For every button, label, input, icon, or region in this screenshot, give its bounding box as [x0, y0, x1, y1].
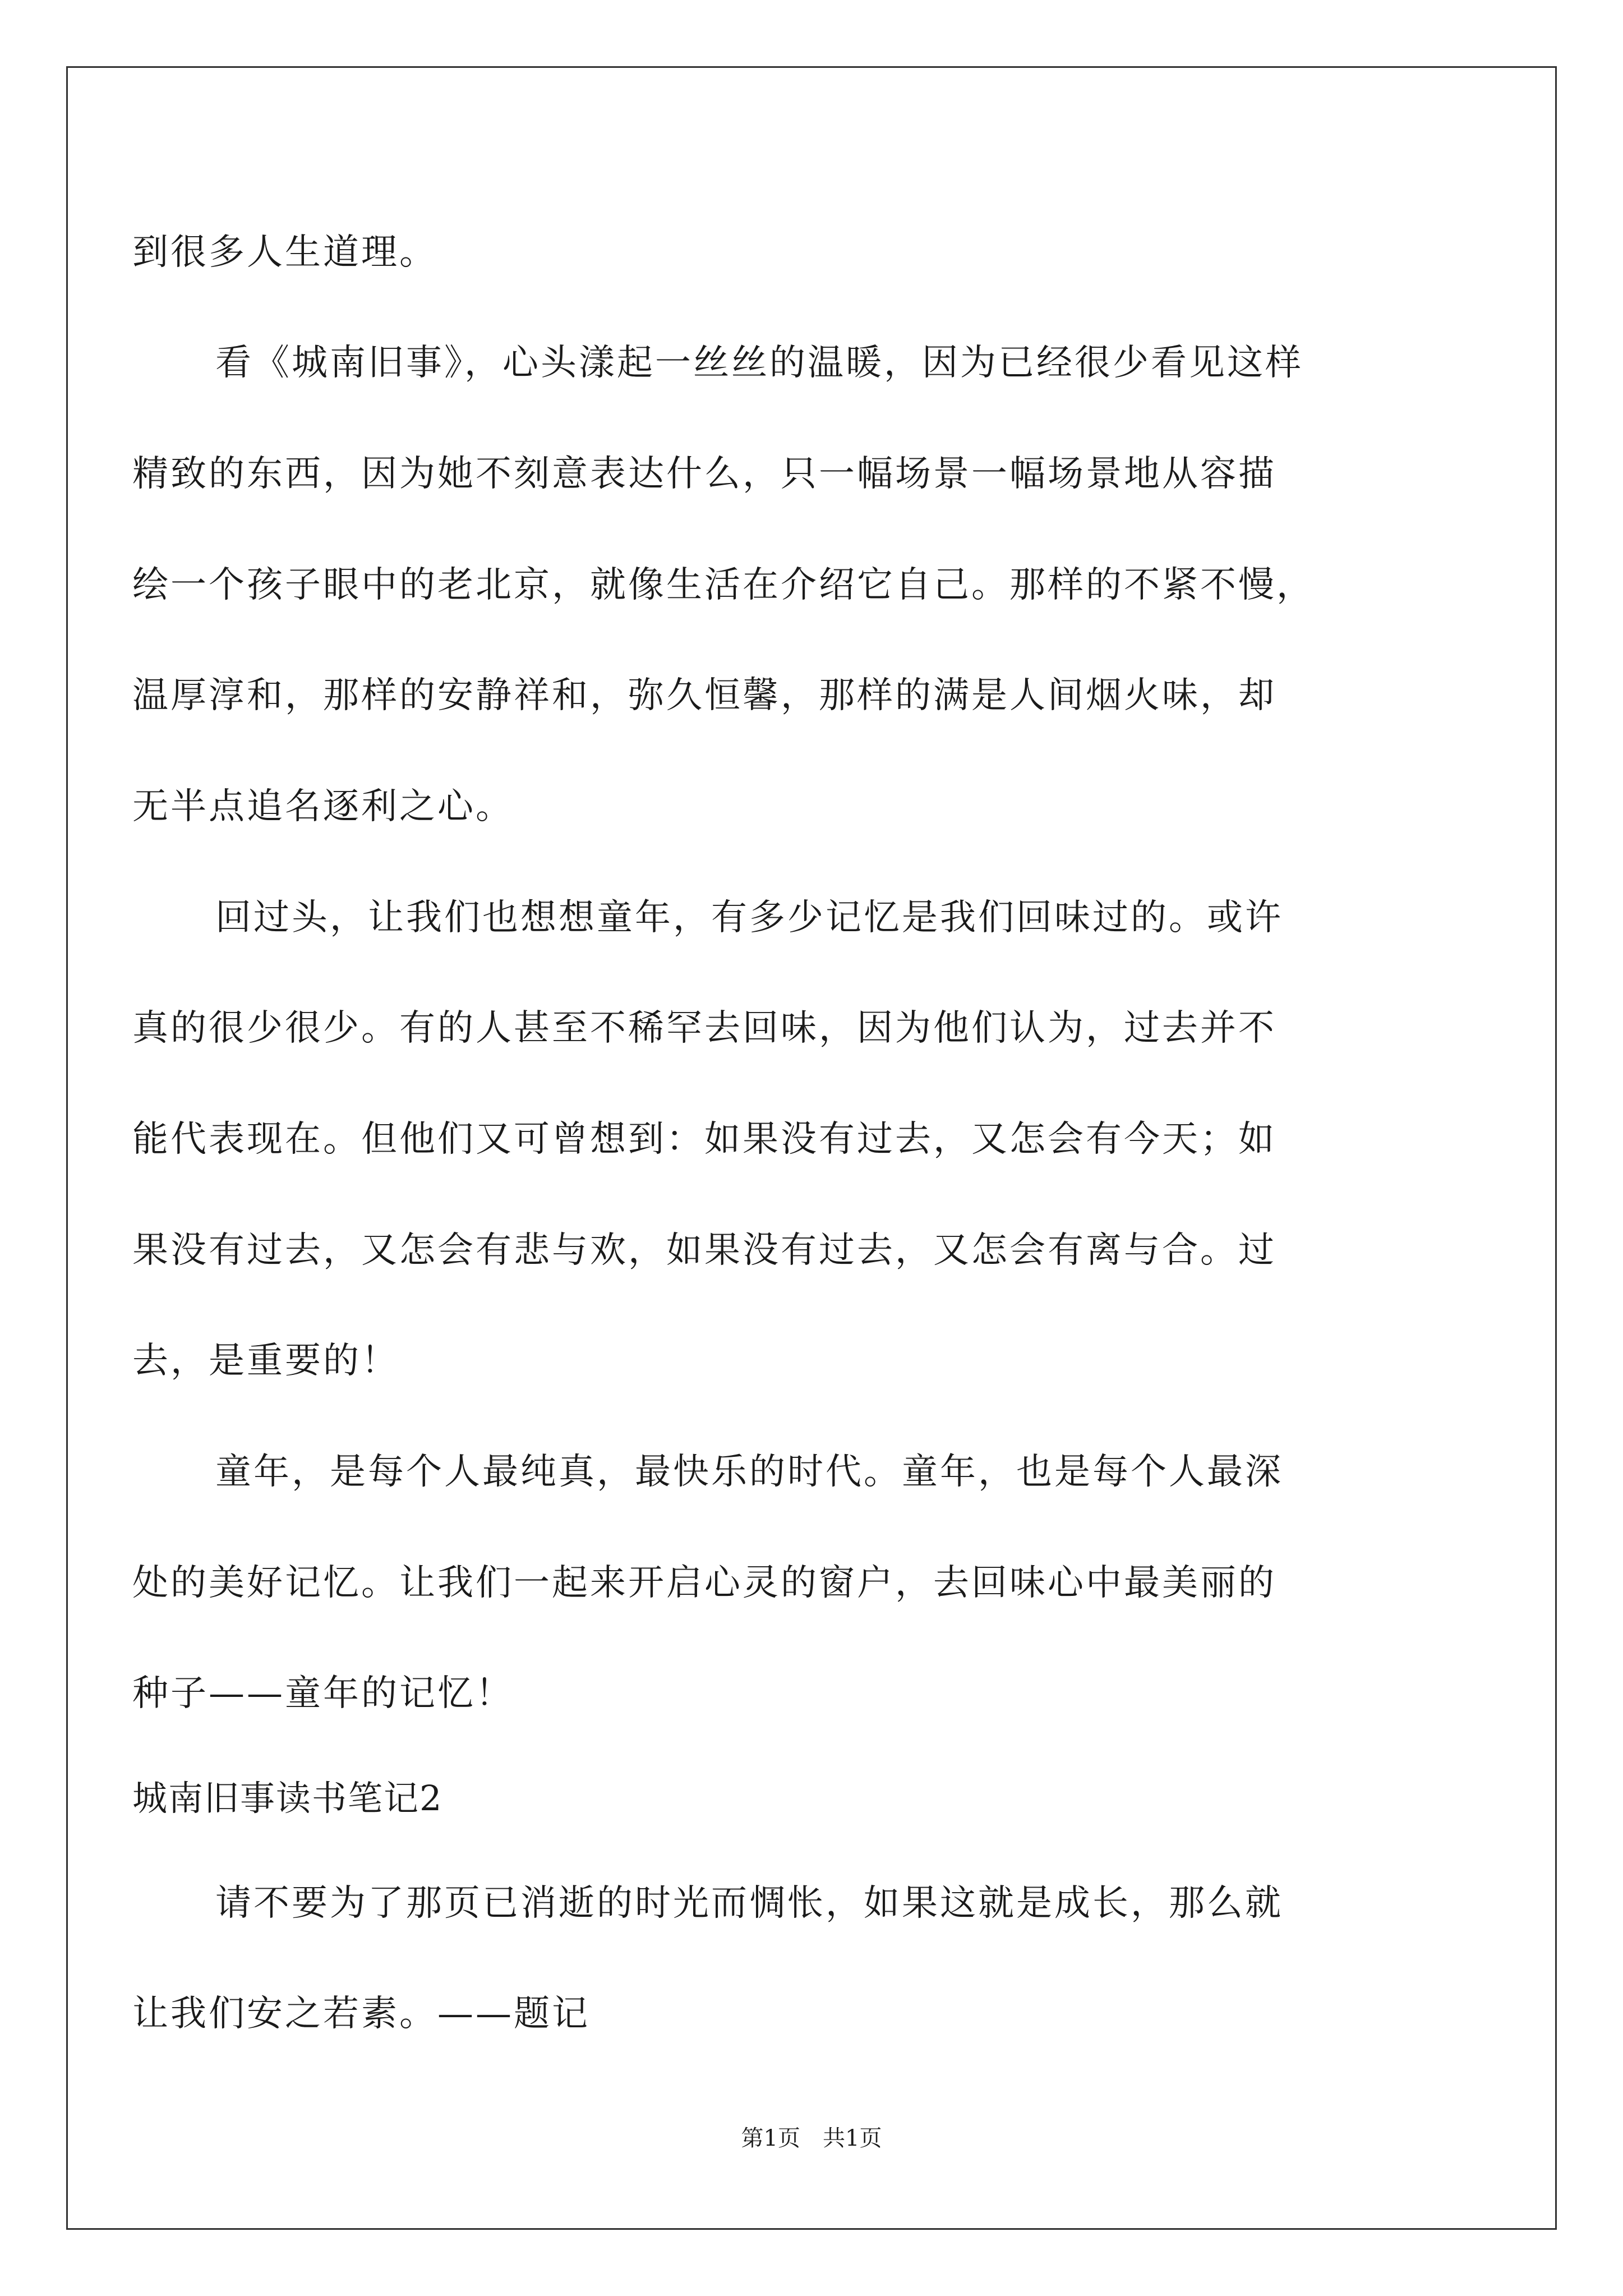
text-line: 回过头，让我们也想想童年，有多少记忆是我们回味过的。或许	[215, 897, 1283, 938]
text-line: 种子——童年的记忆！	[132, 1673, 514, 1714]
text-line: 请不要为了那页已消逝的时光而惆怅，如果这就是成长，那么就	[215, 1883, 1283, 1924]
text-line: 绘一个孩子眼中的老北京，就像生活在介绍它自己。那样的不紧不慢，	[132, 564, 1315, 606]
text-line: 去，是重要的！	[132, 1340, 399, 1382]
text-line: 真的很少很少。有的人甚至不稀罕去回味，因为他们认为，过去并不	[132, 1007, 1276, 1049]
text-line: 果没有过去，又怎会有悲与欢，如果没有过去，又怎会有离与合。过	[132, 1230, 1276, 1271]
page-number-footer: 第1页 共1页	[741, 2125, 882, 2151]
text-line: 童年，是每个人最纯真，最快乐的时代。童年，也是每个人最深	[215, 1451, 1283, 1493]
text-line: 温厚淳和，那样的安静祥和，弥久恒馨，那样的满是人间烟火味，却	[132, 675, 1276, 716]
text-line: 让我们安之若素。——题记	[132, 1993, 590, 2035]
section-heading: 城南旧事读书笔记2	[132, 1778, 443, 1819]
text-line: 能代表现在。但他们又可曾想到：如果没有过去，又怎会有今天；如	[132, 1119, 1276, 1160]
text-line: 到很多人生道理。	[132, 232, 437, 273]
text-line: 精致的东西，因为她不刻意表达什么，只一幅场景一幅场景地从容描	[132, 453, 1276, 495]
text-line: 处的美好记忆。让我们一起来开启心灵的窗户，去回味心中最美丽的	[132, 1562, 1276, 1604]
text-line: 无半点追名逐利之心。	[132, 786, 514, 827]
text-line: 看《城南旧事》，心头漾起一丝丝的温暖，因为已经很少看见这样	[215, 342, 1303, 384]
